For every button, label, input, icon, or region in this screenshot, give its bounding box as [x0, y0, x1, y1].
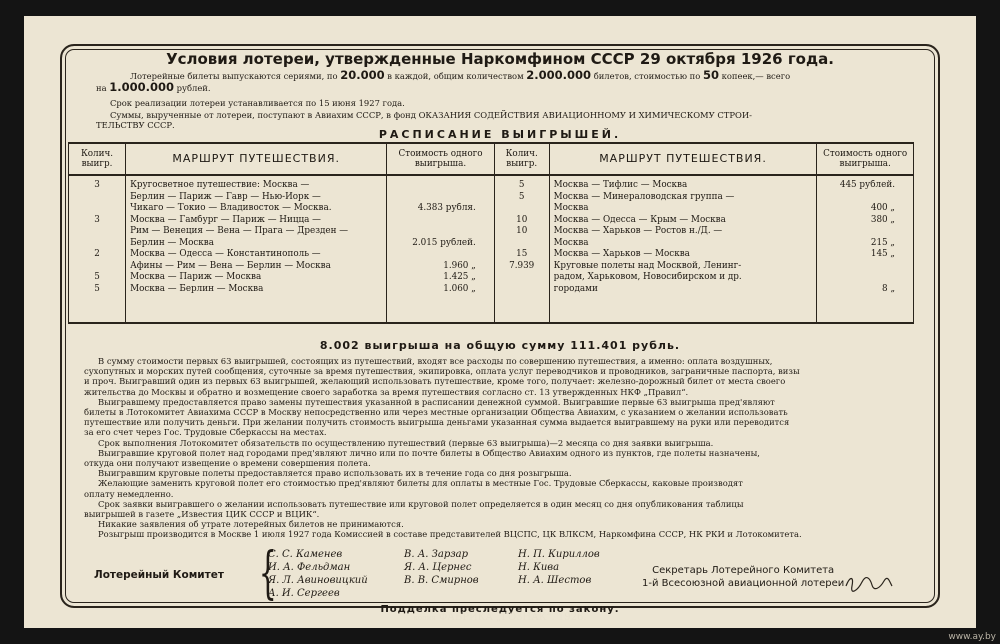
committee-label: Лотерейный Комитет	[94, 569, 224, 581]
cell-line	[499, 307, 545, 319]
cell-line: 215 „	[870, 237, 895, 248]
cell-line: Чикаго — Токио — Владивосток — Москва.	[130, 203, 332, 213]
header-count-right: Колич. выигр.	[494, 143, 549, 175]
cell-line	[821, 261, 895, 273]
left-cost-column	[387, 175, 495, 323]
schedule-heading: РАСПИСАНИЕ ВЫИГРЫШЕЙ.	[378, 128, 622, 141]
committee-member: Н. А. Шестов	[518, 575, 592, 586]
cell-line	[499, 203, 545, 215]
prize-schedule-table	[68, 142, 914, 324]
committee-member: Я. Л. Авиновицкий	[268, 575, 368, 586]
terms-line: за его счет через Гос. Трудовые Сберкассы на местах.	[84, 427, 327, 438]
cell-line	[499, 284, 545, 296]
terms-line: Никакие заявления об утрате лотерейных билетов не принимаются.	[98, 519, 404, 530]
cell-line: Рим — Венеция — Вена — Прага — Дрезден —	[130, 226, 349, 236]
cell-line: 445 рублей.	[839, 180, 895, 190]
printer-footer: копия ФАБРИКА „ГОЗНАК“. 1926.	[413, 612, 587, 623]
intro-paragraph-1: Лотерейные билеты выпускаются сериями, по 20.000 в каждой, общим количеством 2.000.000 билетов, стоимостью по 50 копеек,— всего	[130, 68, 791, 82]
signature-icon	[844, 574, 894, 592]
cell-line: Москва — Харьков — Москва	[553, 249, 690, 259]
terms-line: выигрышей в газете „Известия ЦИК СССР и ВЦИК“.	[84, 509, 320, 520]
cell-line: 1.425 „	[443, 272, 476, 282]
left-route-column	[126, 175, 387, 323]
table-row	[69, 175, 914, 323]
terms-line: Розыгрыш производится в Москве 1 июля 1927 года Комиссией в составе представителей ВЦСПС, ЦК ВЛКСМ, Наркомфина СССР, НК РКИ и Лотокомитета.	[98, 529, 802, 540]
terms-line: и проч. Выигравший один из первых 63 выигрышей, желающий использовать путешествие, кроме того, получает: железно-дорожный билет от места своего	[84, 376, 786, 387]
terms-line: откуда они получают извещение о времени совершения полета.	[84, 458, 371, 469]
cell-line: 5	[518, 180, 525, 190]
cell-line: Москва — Париж — Москва	[130, 272, 262, 282]
table-header-row	[69, 143, 914, 175]
terms-line: путешествие или получить деньги. При желании получить стоимость выигрыша деньгами указанная сумма выдается выигравшему на руки или переводится	[84, 417, 790, 428]
cell-line	[499, 272, 545, 284]
committee-member: Я. А. Цернес	[404, 562, 472, 573]
cell-line	[73, 261, 121, 273]
cell-line: Берлин — Париж — Гавр — Нью-Йорк —	[130, 191, 321, 202]
committee-member: Н. П. Кириллов	[518, 549, 600, 560]
cell-line: 2	[94, 249, 100, 259]
cell-line: 400 „	[870, 203, 895, 213]
brace-icon: {	[258, 541, 277, 606]
cell-line	[391, 180, 476, 192]
header-route-right: МАРШРУТ ПУТЕШЕСТВИЯ.	[549, 143, 817, 175]
committee-names-col-1	[268, 548, 368, 600]
committee-member: В. А. Зарзар	[404, 549, 469, 560]
committee-names-col-3	[518, 548, 600, 587]
terms-line: сухопутных и морских путей сообщения, суточные за время путешествия, экипировка, оплата услуг переводчиков и проводников, заграничные паспорта, визы	[84, 366, 800, 377]
left-count-column	[69, 175, 126, 323]
cell-line: 145 „	[870, 249, 895, 259]
cell-line: Москва	[553, 203, 589, 213]
cell-line: 10	[516, 214, 528, 225]
cell-line: 3	[94, 180, 100, 190]
cell-line	[821, 272, 895, 284]
cell-line: 15	[516, 249, 528, 259]
cell-line: Москва — Одесса — Крым — Москва	[553, 214, 726, 225]
intro-paragraph-3: Суммы, вырученные от лотереи, поступают в Авиахим СССР, в фонд ОКАЗАНИЯ СОДЕЙСТВИЯ АВИАЦИОННОМУ И ХИМИЧЕСКОМУ СТРОИ-	[110, 110, 752, 120]
cell-line: 4.383 рубля.	[417, 203, 476, 213]
cell-line: радом, Харьковом, Новосибирском и др.	[553, 272, 742, 282]
conditions-title: Условия лотереи, утвержденные Наркомфином СССР 29 октября 1926 года.	[166, 50, 834, 68]
committee-names-col-2	[404, 548, 479, 587]
cell-line: Кругосветное путешествие: Москва —	[130, 180, 310, 190]
cell-line: 8 „	[882, 283, 895, 294]
cell-line	[499, 295, 545, 307]
cell-line	[73, 192, 121, 204]
committee-member: С. С. Каменев	[268, 549, 343, 560]
cell-line	[73, 238, 121, 250]
cell-line	[391, 226, 476, 238]
terms-line: Выигравшие круговой полет над городами пред'являют лично или по почте билеты в Общество Авиахим одного из пунктов, где полеты назначены,	[98, 447, 760, 458]
secretary-title: Секретарь Лотерейного Комитета 1-й Всесоюзной авиационной лотереи	[642, 565, 845, 589]
cell-line	[821, 226, 895, 238]
header-route-left: МАРШРУТ ПУТЕШЕСТВИЯ.	[126, 143, 387, 175]
cell-line	[73, 226, 121, 238]
cell-line	[391, 192, 476, 204]
cell-line: Москва — Харьков — Ростов н./Д. —	[553, 226, 723, 236]
cell-line: Берлин — Москва	[130, 237, 214, 248]
header-cost-right: Стоимость одного выигрыша.	[817, 143, 914, 175]
cell-line: Москва — Одесса — Константинополь —	[130, 249, 321, 259]
right-route-column	[549, 175, 817, 323]
cell-line	[391, 249, 476, 261]
cell-line: 380 „	[870, 214, 895, 225]
watermark: www.ay.by	[948, 632, 996, 642]
cell-line: Москва — Тифлис — Москва	[553, 180, 688, 190]
committee-member: А. И. Сергеев	[268, 588, 340, 599]
total-prizes: 8.002 выигрыша на общую сумму 111.401 рубль.	[319, 339, 681, 352]
committee-member: И. А. Фельдман	[268, 562, 351, 573]
cell-line	[391, 215, 476, 227]
cell-line: 2.015 рублей.	[412, 237, 476, 248]
committee-member: В. В. Смирнов	[404, 575, 479, 586]
terms-line: Выигравшим круговые полеты предоставляется право использовать их в течение года со дня розыгрыша.	[98, 468, 572, 479]
cell-line: Круговые полеты над Москвой, Ленинг-	[553, 260, 742, 271]
cell-line: 7.939	[509, 260, 535, 271]
cell-line	[821, 192, 895, 204]
cell-line: городами	[553, 283, 598, 294]
terms-line: Срок выполнения Лотокомитет обязательств по осуществлению путешествий (первые 63 выигрыша)—2 месяца со дня заявки выигрыша.	[98, 437, 714, 448]
cell-line: Москва — Минераловодская группа —	[553, 191, 735, 202]
terms-line: оплату немедленно.	[84, 488, 174, 499]
terms-line: Желающие заменить круговой полет его стоимостью пред'являют билеты для оплаты в местные Гос. Трудовые Сберкассы, каковые производят	[98, 478, 743, 489]
cell-line: 3	[94, 214, 100, 225]
right-count-column	[494, 175, 549, 323]
terms-line: билеты в Лотокомитет Авиахима СССР в Москву непосредственно или через местные организации Общества Авиахим, с указанием о желании использовать	[84, 407, 788, 418]
header-count-left: Колич. выигр.	[69, 143, 126, 175]
terms-line: Срок заявки выигравшего о желании использовать путешествие или круговой полет определяется в один месяц со дня опубликования таблицы	[98, 498, 744, 509]
terms-line: В сумму стоимости первых 63 выигрышей, состоящих из путешествий, входят все расходы по совершению путешествия, а именно: оплата воздушных,	[98, 356, 773, 366]
cell-line	[73, 203, 121, 215]
cell-line: 1.960 „	[443, 260, 476, 271]
cell-line	[499, 238, 545, 250]
cell-line: 10	[516, 226, 528, 236]
intro-paragraph-3-cont: ТЕЛЬСТВУ СССР.	[96, 120, 175, 130]
cell-line: Афины — Рим — Вена — Берлин — Москва	[130, 260, 331, 271]
cell-line: Москва — Берлин — Москва	[130, 283, 264, 294]
cell-line: Москва	[553, 237, 589, 248]
lottery-ticket-back	[24, 16, 976, 628]
cell-line: Москва — Гамбург — Париж — Ницца —	[130, 214, 321, 225]
intro-paragraph-1-cont: на 1.000.000 рублей.	[96, 80, 211, 94]
cell-line: 5	[94, 283, 100, 294]
right-cost-column	[817, 175, 914, 323]
cell-line: 5	[94, 272, 100, 282]
intro-paragraph-2: Срок реализации лотереи устанавливается по 15 июня 1927 года.	[110, 98, 405, 108]
header-cost-left: Стоимость одного выигрыша.	[387, 143, 495, 175]
cell-line: 1.060 „	[443, 283, 476, 294]
terms-line: жительства до Москвы и обратно и возмещение своего заработка за время путешествия согласно ст. 13 утвержденных НКФ „Правил“.	[84, 386, 689, 397]
committee-member: Н. Кива	[518, 562, 560, 573]
cell-line: 5	[518, 191, 525, 202]
terms-line: Выигравшему предоставляется право замены путешествия указанной в расписании денежной суммой. Выигравшие первые 63 выигрыша пред'являют	[98, 396, 775, 407]
terms-body	[84, 356, 916, 540]
forgery-warning: Подделка преследуется по закону.	[380, 604, 620, 615]
